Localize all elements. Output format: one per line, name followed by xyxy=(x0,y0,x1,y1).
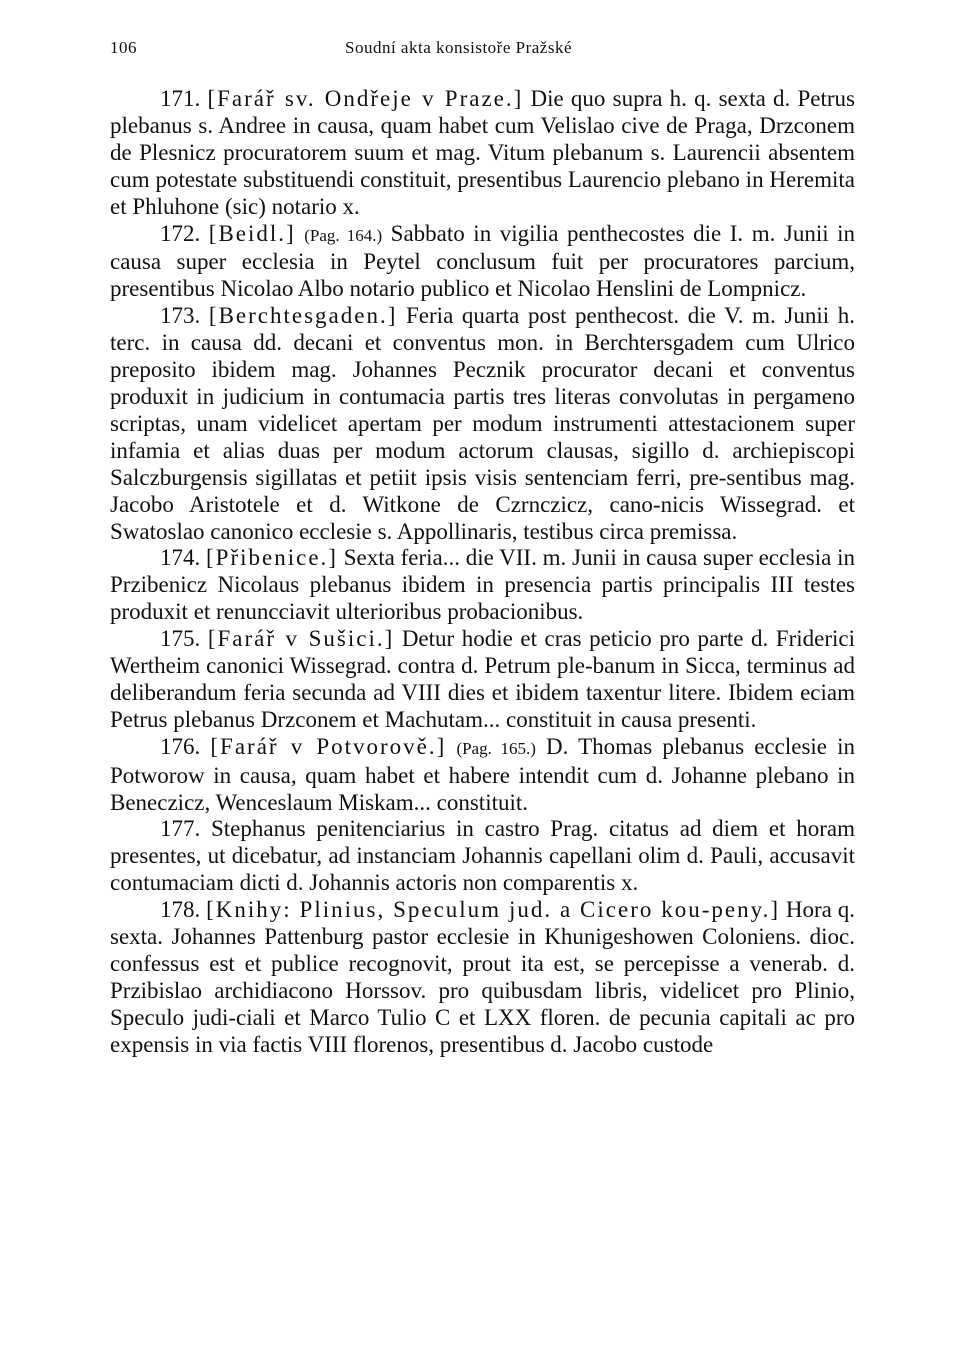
entry-text: Sabbato in vigilia penthecostes die I. m. Junii in causa super ecclesia in Peytel conclusum fuit per procuratores parcium, presentibus Nicolao Albo notario publico et Nicolao Henslini de Lompnicz. xyxy=(110,220,856,302)
page-reference: (Pag. 164.) xyxy=(304,225,383,245)
entry-heading: [Knihy: Plinius, Speculum jud. a Cicero kou-peny.] xyxy=(206,897,781,923)
entry-176 xyxy=(110,734,855,817)
entry-173 xyxy=(110,303,855,545)
entry-174 xyxy=(110,545,855,626)
entry-172 xyxy=(110,221,855,304)
entry-text: Feria quarta post penthecost. die V. m. Junii h. terc. in causa dd. decani et conventus mon. in Berchtersgadem cum Ulrico preposito ibidem mag. Johannes Pecznik procurator decani et conventus produxit in judicium in contumacia partis tres literas convolutas in pergameno scriptas, unam videlicet apertam per modum instrumenti attestacionem super infamia et alias duas per modum actorum clausas, sigillo d. archiepiscopi Salczburgensis sigillatas et petiit ipsis visis sentenciam ferri, pre-sentibus mag. Jacobo Aristotele et d. Witkone de Czrnczicz, cano-nicis Wissegrad. et Swatoslao canonico ecclesie s. Appollinaris, testibus circa premissa. xyxy=(110,303,856,544)
entry-number: 177. xyxy=(160,816,201,842)
entry-number: 172. xyxy=(160,220,201,246)
entry-text: Stephanus penitenciarius in castro Prag. citatus ad diem et horam presentes, ut dicebatur, ad instanciam Johannis capellani olim d. Pauli, accusavit contumaciam dicti d. Johannis actoris non comparentis x. xyxy=(110,816,855,896)
entry-171 xyxy=(110,86,855,221)
entry-heading: [Přibenice.] xyxy=(206,545,338,571)
page-reference: (Pag. 165.) xyxy=(456,738,536,758)
entry-heading: [Berchtesgaden.] xyxy=(208,303,398,329)
entries xyxy=(110,86,855,1059)
page-number: 106 xyxy=(110,38,137,57)
running-head xyxy=(110,30,855,70)
entry-text: Hora q. sexta. Johannes Pattenburg pastor ecclesie in Khunigeshowen Coloniens. dioc. confessus est et publice recognovit, prout ita est, se percepisse a venerab. d. Przibislao archidiacono Horssov. pro quibusdam libris, videlicet pro Plinio, Speculo judi-ciali et Marco Tulio C et LXX floren. de pecunia capitali ac pro expensis in via factis VIII florenos, presentibus d. Jacobo custode xyxy=(110,897,855,1057)
entry-text: Die quo supra h. q. sexta d. Petrus plebanus s. Andree in causa, quam habet cum Velislao cive de Praga, Drzconem de Plesnicz procuratorem suum et mag. Vitum plebanum s. Laurencii absentem cum potestate substituendi constituit, presentibus Laurencio plebano in Heremita et Phluhone (sic) notario x. xyxy=(110,86,855,219)
entry-number: 175. xyxy=(160,626,201,652)
entry-text: Sexta feria... die VII. m. Junii in causa super ecclesia in Przibenicz Nicolaus plebanus ibidem in presencia partis principalis III testes produxit et renuncciavit ulterioribus probacionibus. xyxy=(110,545,856,625)
entry-178 xyxy=(110,897,855,1058)
entry-175 xyxy=(110,626,855,734)
entry-heading: [Farář v Potvorově.] xyxy=(210,733,447,759)
entry-heading: [Farář v Sušici.] xyxy=(207,626,395,652)
entry-number: 178. xyxy=(160,897,201,923)
entry-text: D. Thomas plebanus ecclesie in Potworow in causa, quam habet et habere intendit cum d. Johanne plebano in Beneczicz, Wenceslaum Miskam... constituit. xyxy=(110,733,856,815)
entry-177 xyxy=(110,816,855,897)
document-page xyxy=(110,30,856,1057)
entry-text: Detur hodie et cras peticio pro parte d. Friderici Wertheim canonici Wissegrad. contra d. Petrum ple-banum in Sicca, terminus ad deliberandum feria secunda ad VIII dies et ibidem taxentur litere. Ibidem eciam Petrus plebanus Drzconem et Machutam... constituit in causa presenti. xyxy=(110,626,856,732)
entry-heading: [Farář sv. Ondřeje v Praze.] xyxy=(207,86,524,111)
running-title: Soudní akta konsistoře Pražské xyxy=(345,38,572,57)
entry-heading: [Beidl.] xyxy=(208,220,296,246)
entry-number: 171. xyxy=(160,86,201,111)
entry-number: 173. xyxy=(160,303,201,329)
entry-number: 174. xyxy=(160,545,201,571)
entry-number: 176. xyxy=(160,733,201,759)
